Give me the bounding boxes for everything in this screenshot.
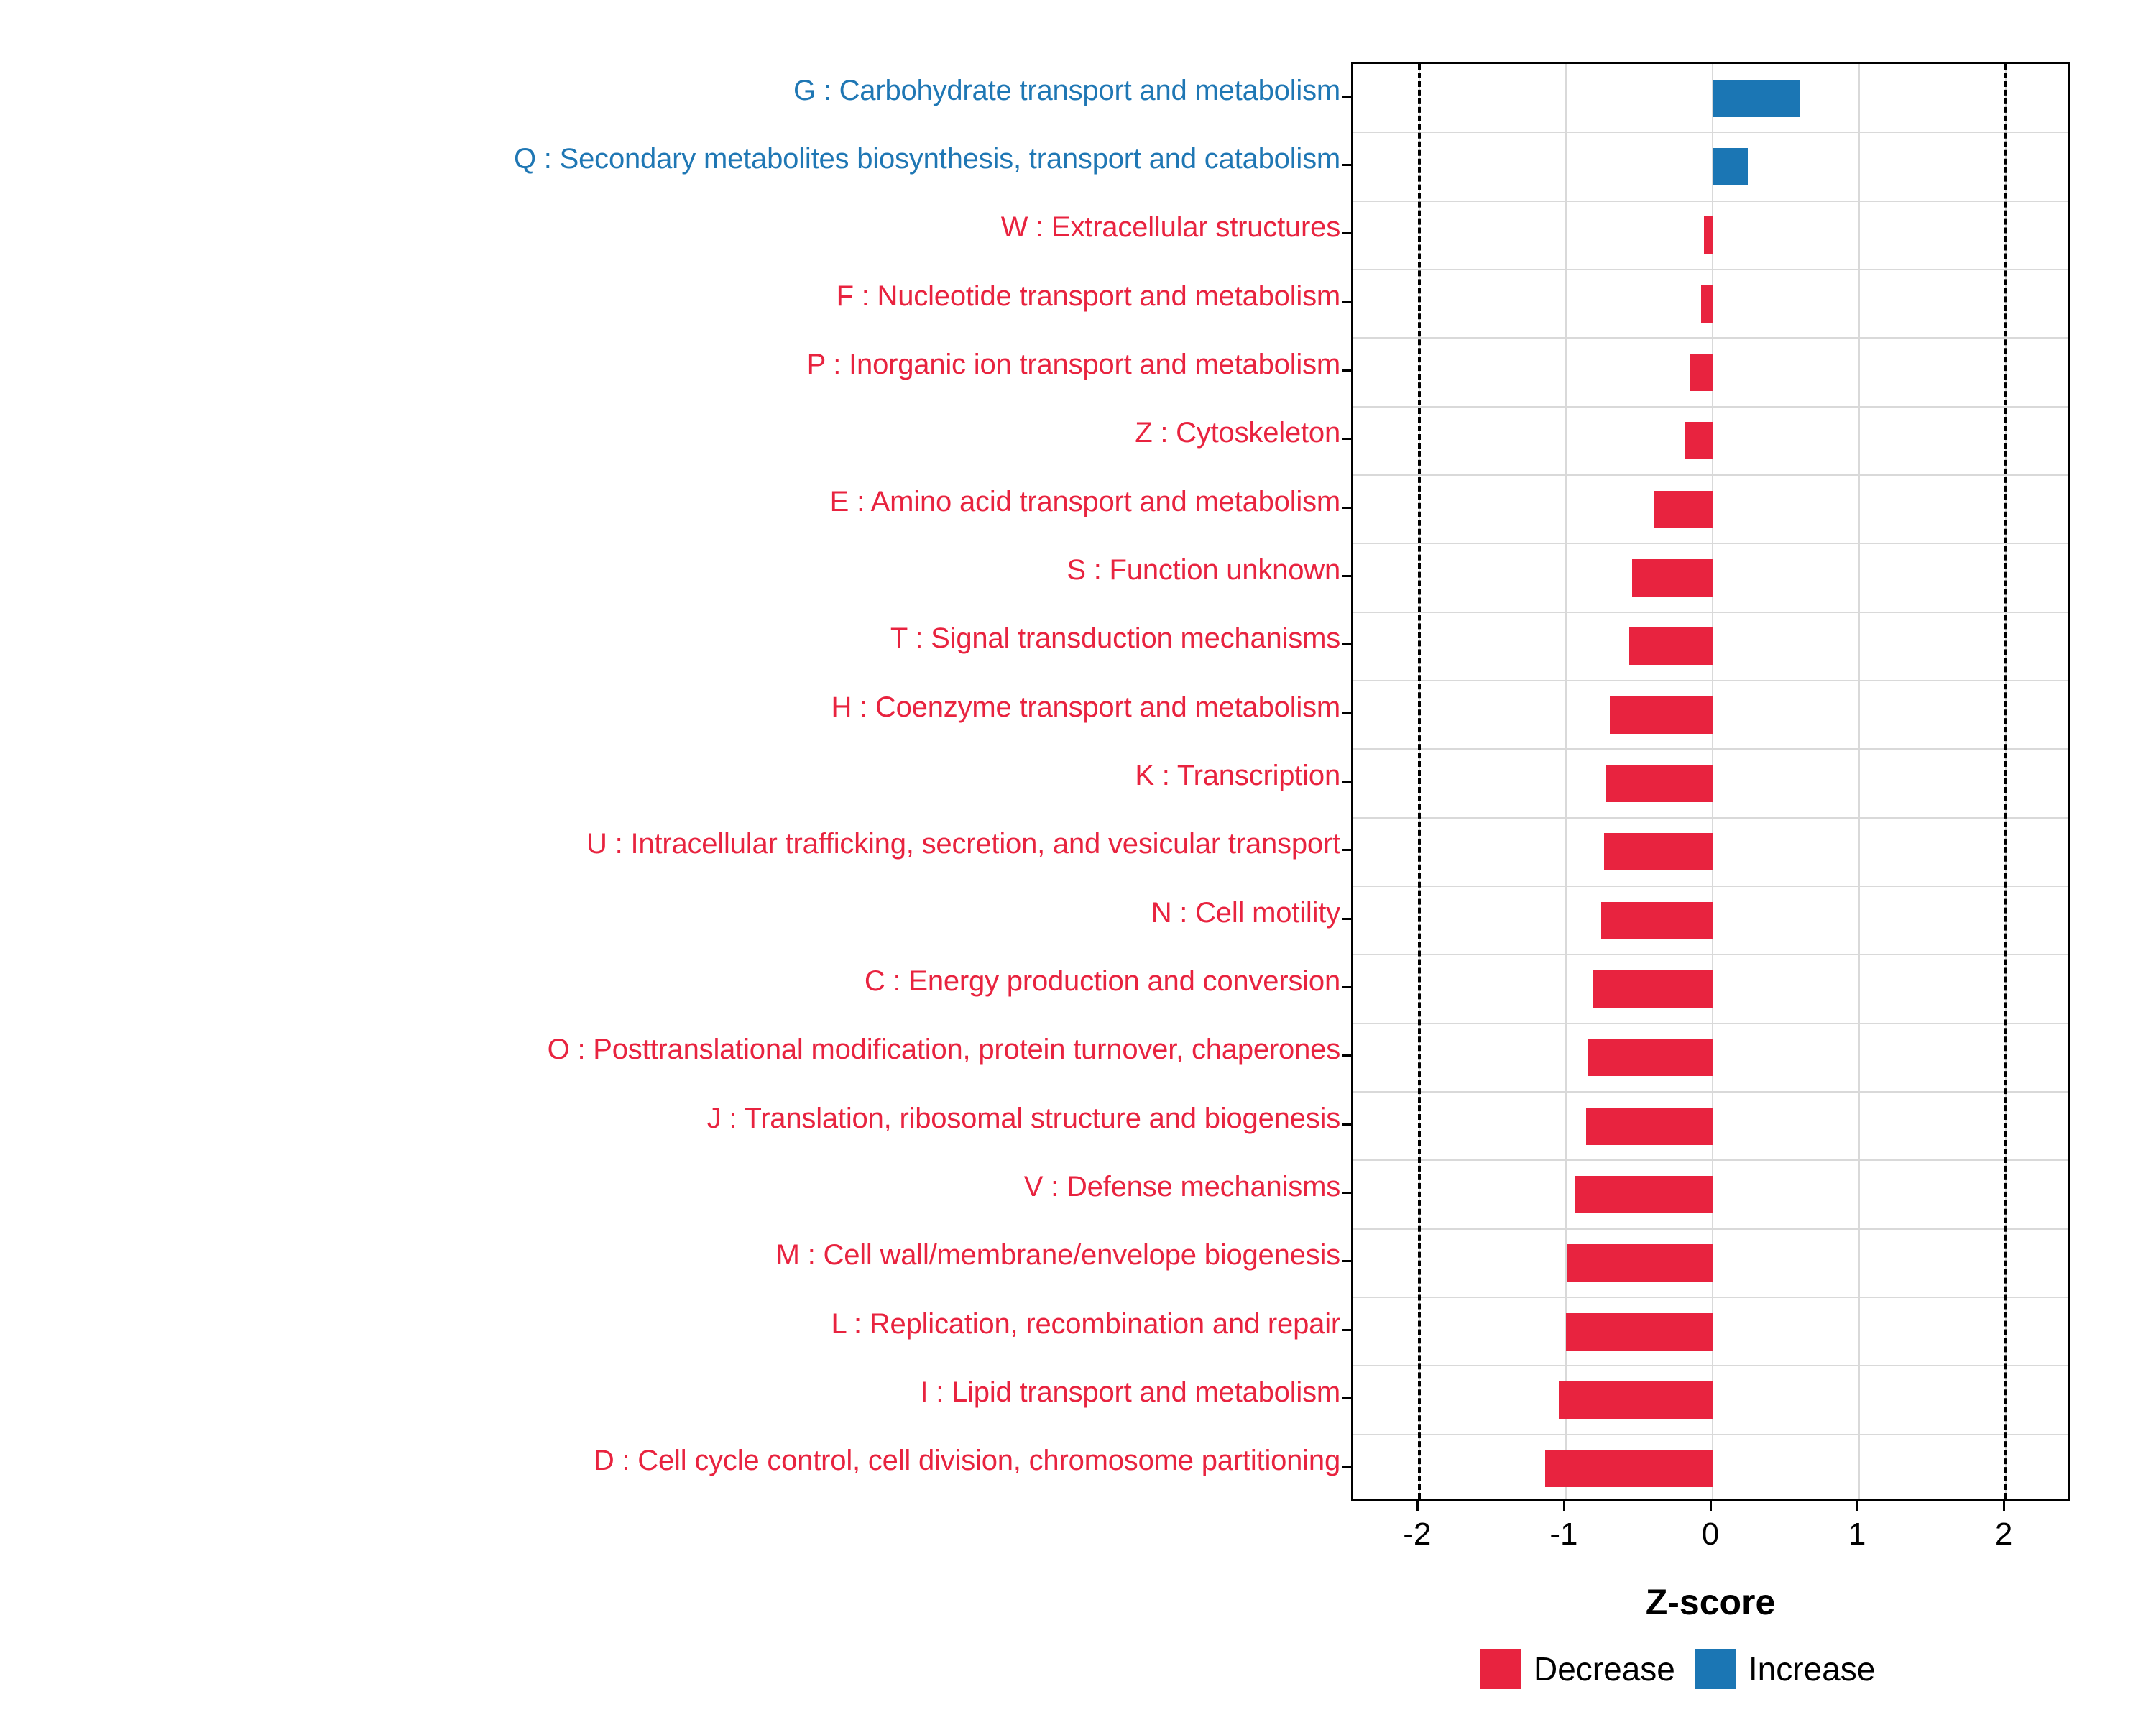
x-tick-label: -2	[1403, 1517, 1432, 1552]
x-tick-mark	[1563, 1501, 1565, 1511]
y-tick-mark	[1342, 301, 1351, 303]
category-label: S : Function unknown	[1067, 554, 1340, 586]
bar	[1606, 765, 1713, 802]
gridline-horizontal	[1353, 612, 2068, 613]
bar	[1559, 1381, 1713, 1419]
category-label: E : Amino acid transport and metabolism	[829, 485, 1340, 518]
x-tick-mark	[1856, 1501, 1858, 1511]
x-tick-label: 0	[1701, 1517, 1720, 1552]
gridline-horizontal	[1353, 132, 2068, 133]
y-tick-mark	[1342, 164, 1351, 166]
gridline-vertical	[1858, 64, 1860, 1499]
gridline-horizontal	[1353, 474, 2068, 476]
bar	[1601, 902, 1713, 939]
category-label: V : Defense mechanisms	[1023, 1171, 1340, 1202]
gridline-horizontal	[1353, 1091, 2068, 1092]
bar	[1685, 422, 1713, 459]
bar	[1701, 285, 1713, 323]
gridline-horizontal	[1353, 680, 2068, 681]
reference-line	[1418, 64, 1421, 1499]
gridline-horizontal	[1353, 1365, 2068, 1366]
y-tick-mark	[1342, 507, 1351, 509]
gridline-horizontal	[1353, 269, 2068, 270]
bar	[1545, 1450, 1713, 1487]
bar	[1567, 1244, 1713, 1282]
category-label: T : Signal transduction mechanisms	[890, 622, 1340, 655]
bar	[1566, 1313, 1713, 1351]
category-label: W : Extracellular structures	[1000, 211, 1340, 244]
bar	[1575, 1176, 1713, 1213]
y-tick-mark	[1342, 369, 1351, 372]
y-tick-mark	[1342, 232, 1351, 234]
bar	[1586, 1108, 1713, 1145]
bar	[1704, 216, 1713, 254]
gridline-horizontal	[1353, 1228, 2068, 1230]
y-tick-mark	[1342, 1260, 1351, 1262]
gridline-horizontal	[1353, 1434, 2068, 1435]
legend-label-decrease: Decrease	[1534, 1650, 1675, 1688]
y-tick-mark	[1342, 1054, 1351, 1057]
x-tick-label: 1	[1848, 1517, 1866, 1552]
y-tick-mark	[1342, 712, 1351, 714]
category-label: Q : Secondary metabolites biosynthesis, transport and catabolism	[513, 143, 1340, 175]
x-tick-mark	[1416, 1501, 1419, 1511]
category-label: H : Coenzyme transport and metabolism	[831, 691, 1340, 723]
bar	[1654, 491, 1713, 528]
bar	[1629, 627, 1713, 665]
category-label: J : Translation, ribosomal structure and biogenesis	[706, 1102, 1340, 1134]
gridline-horizontal	[1353, 748, 2068, 750]
y-tick-mark	[1342, 1466, 1351, 1468]
y-tick-mark	[1342, 575, 1351, 577]
category-label: I : Lipid transport and metabolism	[920, 1376, 1340, 1408]
y-tick-mark	[1342, 986, 1351, 988]
gridline-horizontal	[1353, 201, 2068, 202]
y-tick-mark	[1342, 918, 1351, 920]
y-tick-mark	[1342, 438, 1351, 440]
category-axis-labels	[0, 59, 1340, 1504]
gridline-horizontal	[1353, 1159, 2068, 1161]
bar	[1632, 559, 1713, 597]
category-label: Z : Cytoskeleton	[1135, 417, 1340, 449]
x-tick-mark	[1710, 1501, 1712, 1511]
y-tick-mark	[1342, 1192, 1351, 1194]
legend-swatch-increase	[1695, 1649, 1736, 1689]
gridline-horizontal	[1353, 886, 2068, 887]
plot-panel	[1351, 62, 2070, 1501]
y-tick-mark	[1342, 1397, 1351, 1399]
bar	[1588, 1039, 1713, 1076]
bar	[1593, 970, 1713, 1008]
gridline-horizontal	[1353, 817, 2068, 819]
category-label: O : Posttranslational modification, protein turnover, chaperones	[547, 1034, 1340, 1066]
bar	[1713, 148, 1748, 185]
legend-swatch-decrease	[1480, 1649, 1521, 1689]
category-label: L : Replication, recombination and repair	[831, 1307, 1340, 1340]
gridline-horizontal	[1353, 337, 2068, 339]
y-tick-mark	[1342, 1123, 1351, 1126]
category-label: F : Nucleotide transport and metabolism	[836, 280, 1340, 312]
y-tick-mark	[1342, 1329, 1351, 1331]
category-label: N : Cell motility	[1151, 896, 1340, 929]
category-label: K : Transcription	[1135, 760, 1340, 791]
category-label: C : Energy production and conversion	[864, 965, 1340, 997]
x-tick-label: 2	[1994, 1517, 2013, 1552]
y-tick-mark	[1342, 643, 1351, 645]
x-tick-mark	[2003, 1501, 2005, 1511]
y-tick-mark	[1342, 96, 1351, 98]
x-axis-title: Z-score	[1645, 1582, 1776, 1622]
reference-line	[2004, 64, 2007, 1499]
gridline-horizontal	[1353, 1297, 2068, 1298]
bar	[1690, 354, 1713, 391]
category-label: M : Cell wall/membrane/envelope biogenesis	[775, 1239, 1340, 1271]
y-tick-mark	[1342, 849, 1351, 851]
y-tick-mark	[1342, 781, 1351, 783]
legend-label-increase: Increase	[1748, 1650, 1876, 1688]
x-tick-label: -1	[1549, 1517, 1578, 1552]
category-label: P : Inorganic ion transport and metabolism	[806, 349, 1340, 380]
gridline-vertical	[1565, 64, 1567, 1499]
gridline-horizontal	[1353, 543, 2068, 544]
bar	[1604, 833, 1713, 870]
legend-item-decrease	[1480, 1649, 1675, 1689]
gridline-horizontal	[1353, 954, 2068, 955]
category-label: D : Cell cycle control, cell division, chromosome partitioning	[593, 1445, 1340, 1477]
category-label: U : Intracellular trafficking, secretion, and vesicular transport	[586, 828, 1340, 860]
category-label: G : Carbohydrate transport and metabolism	[793, 74, 1340, 106]
gridline-horizontal	[1353, 406, 2068, 408]
chart-legend	[1480, 1646, 1875, 1692]
gridline-horizontal	[1353, 1023, 2068, 1024]
bar	[1713, 80, 1800, 117]
bar	[1610, 696, 1713, 734]
legend-item-increase	[1695, 1649, 1875, 1689]
